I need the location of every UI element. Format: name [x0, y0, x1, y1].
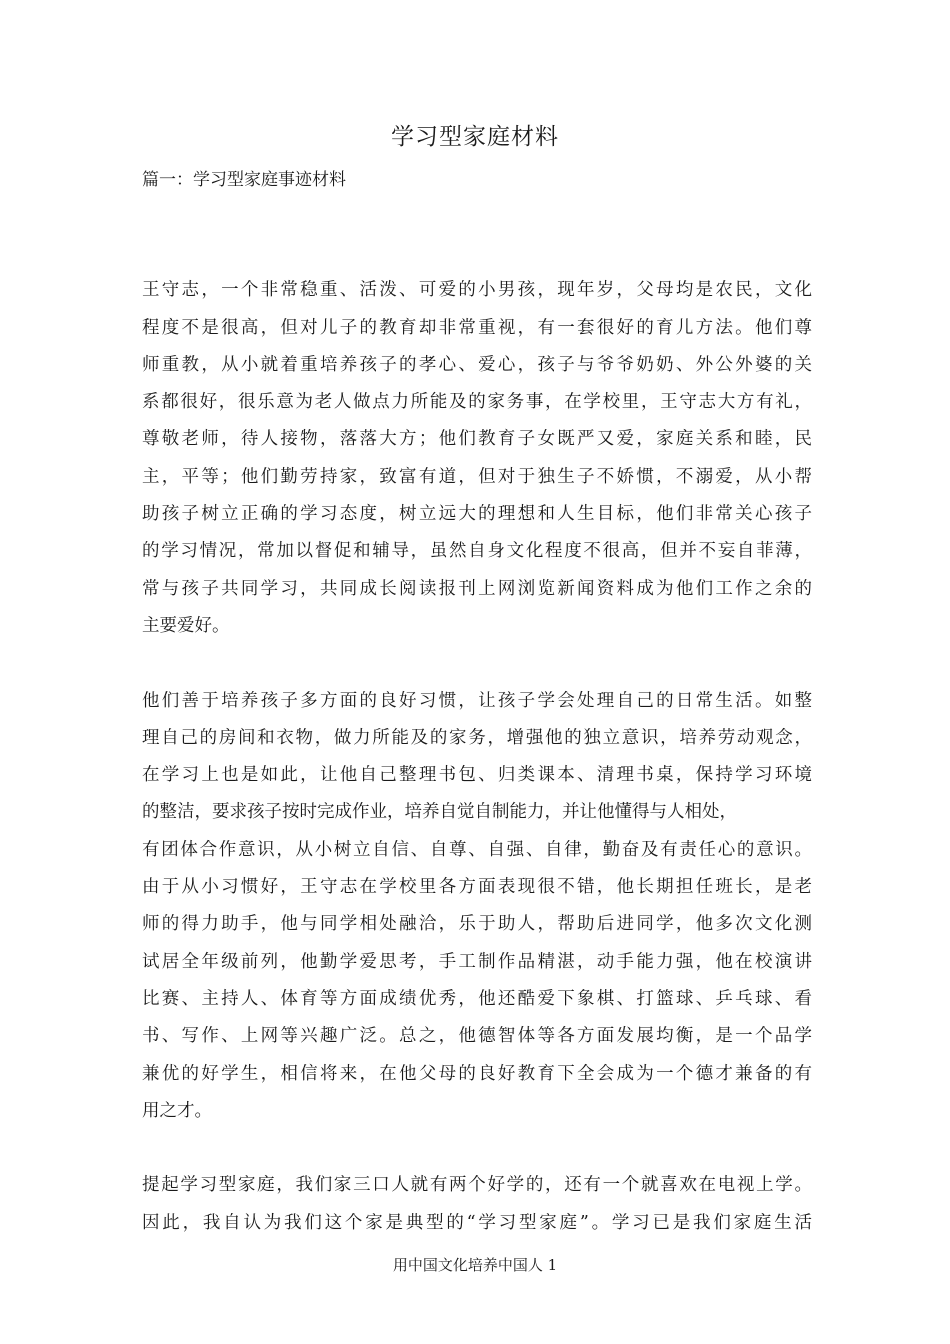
- text-line: 王守志，一个非常稳重、活泼、可爱的小男孩，现年岁，父母均是农民，文化: [142, 280, 812, 301]
- text-line: 兼优的好学生，相信将来，在他父母的良好教育下全会成为一个德才兼备的有: [142, 1063, 812, 1084]
- text-line: 他们善于培养孩子多方面的良好习惯，让孩子学会处理自己的日常生活。如整: [142, 690, 812, 711]
- text-line: 程度不是很高，但对儿子的教育却非常重视，有一套很好的育儿方法。他们尊: [142, 317, 812, 338]
- document-body: [142, 235, 812, 1242]
- paragraph-spacer: [142, 235, 812, 272]
- text-line: 的学习情况，常加以督促和辅导，虽然自身文化程度不很高，但并不妄自菲薄，: [142, 541, 812, 562]
- text-line: 师重教，从小就着重培养孩子的孝心、爱心，孩子与爷爷奶奶、外公外婆的关: [142, 354, 812, 375]
- paragraph-2: [142, 683, 812, 1131]
- paragraph-spacer: [142, 645, 812, 682]
- text-line: 主，平等；他们勤劳持家，致富有道，但对于独生子不娇惯，不溺爱，从小帮: [142, 466, 812, 487]
- text-line: 比赛、主持人、体育等方面成绩优秀，他还酷爱下象棋、打篮球、乒乓球、看: [142, 988, 812, 1009]
- text-line: 因此，我自认为我们这个家是典型的“学习型家庭”。学习已是我们家庭生活: [142, 1212, 812, 1233]
- page-footer: 用中国文化培养中国人 1: [392, 1256, 558, 1274]
- text-line: 师的得力助手，他与同学相处融洽，乐于助人，帮助后进同学，他多次文化测: [142, 914, 812, 935]
- text-line: 提起学习型家庭，我们家三口人就有两个好学的，还有一个就喜欢在电视上学。: [142, 1175, 812, 1196]
- paragraph-spacer: [142, 1130, 812, 1167]
- text-line: 常与孩子共同学习，共同成长阅读报刊上网浏览新闻资料成为他们工作之余的: [142, 578, 812, 599]
- text-line: 理自己的房间和衣物，做力所能及的家务，增强他的独立意识，培养劳动观念，: [142, 727, 812, 748]
- text-line: 在学习上也是如此，让他自己整理书包、归类课本、清理书桌，保持学习环境: [142, 765, 812, 786]
- text-line: 书、写作、上网等兴趣广泛。总之，他德智体等各方面发展均衡，是一个品学: [142, 1026, 812, 1047]
- document-title: 学习型家庭材料: [391, 124, 559, 150]
- text-line: 试居全年级前列，他勤学爱思考，手工制作品精湛，动手能力强，他在校演讲: [142, 951, 812, 972]
- text-line: 助孩子树立正确的学习态度，树立远大的理想和人生目标，他们非常关心孩子: [142, 504, 812, 525]
- text-line: 有团体合作意识，从小树立自信、自尊、自强、自律，勤奋及有责任心的意识。: [142, 839, 812, 860]
- text-line: 主要爱好。: [142, 615, 230, 636]
- paragraph-3: [142, 1167, 812, 1242]
- text-line: 系都很好，很乐意为老人做点力所能及的家务事，在学校里，王守志大方有礼，: [142, 392, 812, 413]
- document-subtitle: 篇一：学习型家庭事迹材料: [142, 170, 346, 190]
- text-line: 的整洁，要求孩子按时完成作业，培养自觉自制能力，并让他懂得与人相处，: [142, 802, 737, 823]
- paragraph-1: [142, 272, 812, 645]
- text-line: 由于从小习惯好，王守志在学校里各方面表现很不错，他长期担任班长，是老: [142, 877, 812, 898]
- text-line: 用之才。: [142, 1100, 212, 1121]
- text-line: 尊敬老师，待人接物，落落大方；他们教育子女既严又爱，家庭关系和睦，民: [142, 429, 812, 450]
